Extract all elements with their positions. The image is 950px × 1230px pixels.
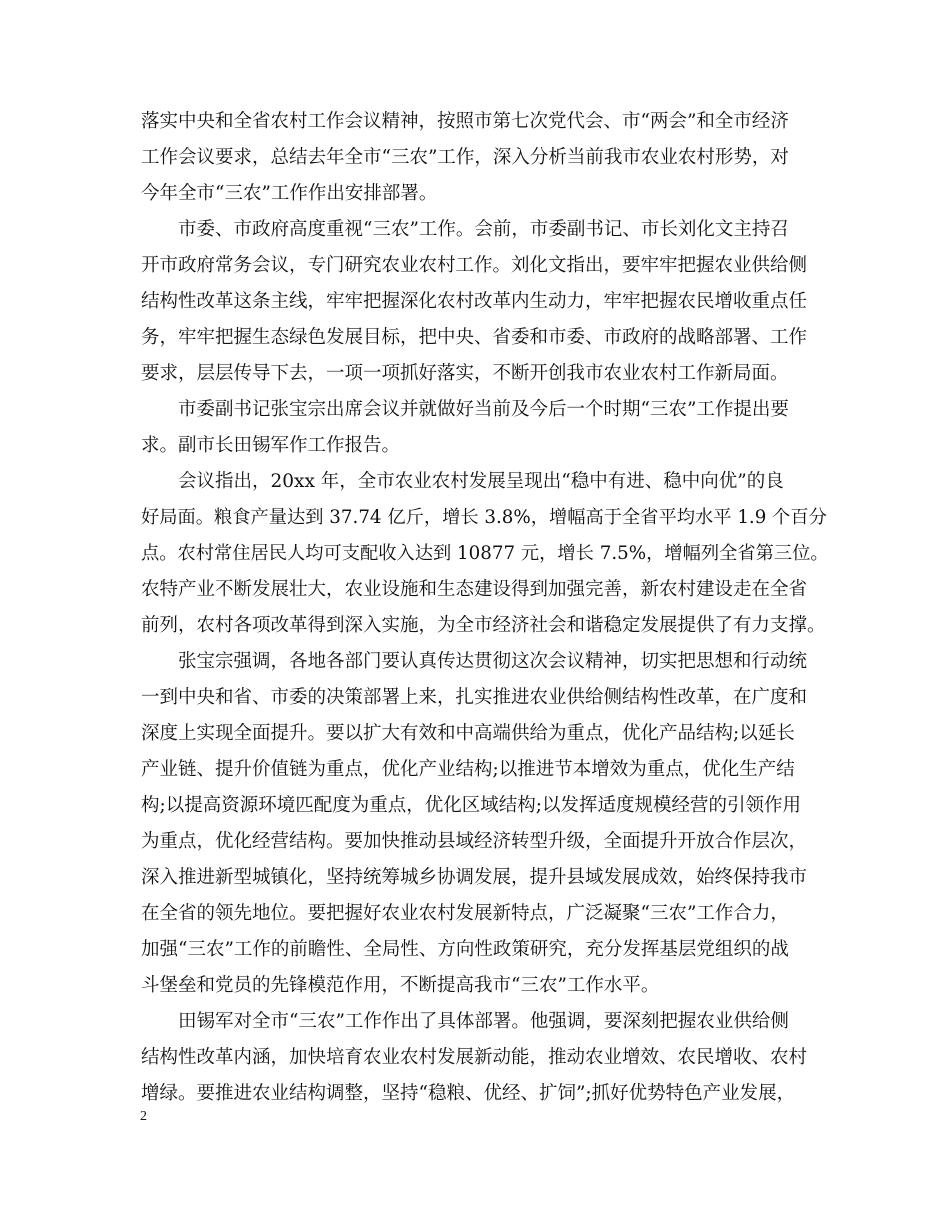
text-line: 斗堡垒和党员的先锋模范作用，不断提高我市“三农”工作水平。 (141, 975, 660, 996)
text-line: 加强“三农”工作的前瞻性、全局性、方向性政策研究，充分发挥基层党组织的战 (141, 939, 789, 960)
text-line: 一到中央和省、市委的决策部署上来，扎实推进农业供给侧结构性改革，在广度和 (141, 687, 808, 708)
text-line: 务，牢牢把握生态绿色发展目标，把中央、省委和市委、市政府的战略部署、工作 (141, 327, 808, 348)
paragraph-first-line: 市委副书记张宝宗出席会议并就做好当前及今后一个时期“三农”工作提出要 (178, 399, 789, 420)
text-line: 产业链、提升价值链为重点，优化产业结构;以推进节本增效为重点，优化生产结 (141, 759, 795, 780)
text-line: 前列，农村各项改革得到深入实施，为全市经济社会和谐稳定发展提供了有力支撑。 (141, 615, 826, 636)
text-line: 构;以提高资源环境匹配度为重点，优化区域结构;以发挥适度规模经营的引领作用 (141, 795, 801, 816)
text-line: 好局面。粮食产量达到 37.74 亿斤，增长 3.8%，增幅高于全省平均水平 1.9 个百分 (141, 507, 827, 528)
text-line: 今年全市“三农”工作作出安排部署。 (141, 183, 438, 204)
body-text (141, 104, 831, 1112)
text-line: 深入推进新型城镇化，坚持统筹城乡协调发展，提升县域发展成效，始终保持我市 (141, 867, 808, 888)
text-line: 结构性改革这条主线，牢牢把握深化农村改革内生动力，牢牢把握农民增收重点任 (141, 291, 808, 312)
text-line: 落实中央和全省农村工作会议精神，按照市第七次党代会、市“两会”和全市经济 (141, 111, 789, 132)
text-line: 要求，层层传导下去，一项一项抓好落实，不断开创我市农业农村工作新局面。 (141, 363, 789, 384)
text-line: 求。副市长田锡军作工作报告。 (141, 435, 401, 456)
text-line: 农特产业不断发展壮大，农业设施和生态建设得到加强完善，新农村建设走在全省 (141, 579, 808, 600)
paragraph-first-line: 张宝宗强调，各地各部门要认真传达贯彻这次会议精神，切实把思想和行动统 (178, 651, 808, 672)
paragraph-first-line: 会议指出，20xx 年，全市农业农村发展呈现出“稳中有进、稳中向优”的良 (178, 471, 784, 492)
text-line: 深度上实现全面提升。要以扩大有效和中高端供给为重点，优化产品结构;以延长 (141, 723, 795, 744)
text-line: 在全省的领先地位。要把握好农业农村发展新特点，广泛凝聚“三农”工作合力， (141, 903, 789, 924)
text-line: 结构性改革内涵，加快培育农业农村发展新动能，推动农业增效、农民增收、农村 (141, 1047, 808, 1068)
text-line: 开市政府常务会议，专门研究农业农村工作。刘化文指出，要牢牢把握农业供给侧 (141, 255, 808, 276)
text-line: 工作会议要求，总结去年全市“三农”工作，深入分析当前我市农业农村形势，对 (141, 147, 789, 168)
text-line: 点。农村常住居民人均可支配收入达到 10877 元，增长 7.5%，增幅列全省第三位。 (141, 543, 829, 564)
paragraph-first-line: 田锡军对全市“三农”工作作出了具体部署。他强调，要深刻把握农业供给侧 (178, 1011, 789, 1032)
text-line: 增绿。要推进农业结构调整，坚持“稳粮、优经、扩饲”;抓好优势特色产业发展， (141, 1083, 796, 1104)
text-line: 为重点，优化经营结构。要加快推动县域经济转型升级，全面提升开放合作层次， (141, 831, 808, 852)
paragraph-first-line: 市委、市政府高度重视“三农”工作。会前，市委副书记、市长刘化文主持召 (178, 219, 789, 240)
page-number: 2 (140, 1109, 147, 1124)
